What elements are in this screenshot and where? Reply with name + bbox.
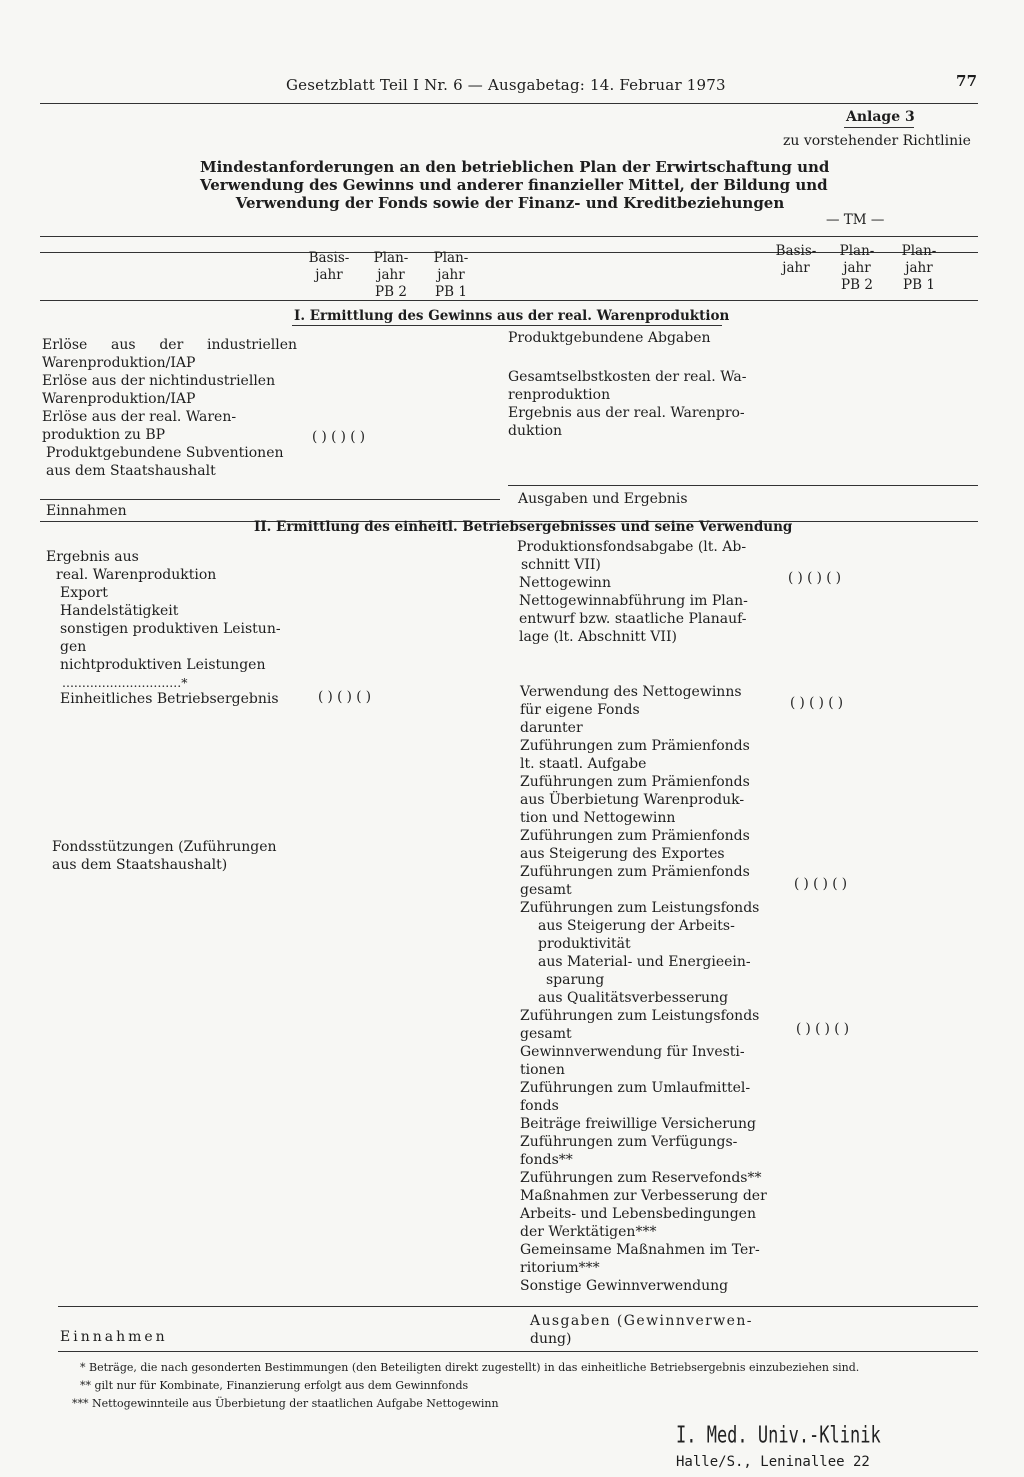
section1-heading: I. Ermittlung des Gewinns aus der real. Warenproduktion xyxy=(294,308,730,324)
list-item: Gewinnverwendung für Investi- xyxy=(520,1044,745,1060)
list-item: Zuführungen zum Leistungsfonds xyxy=(520,900,760,916)
list-item: Ergebnis aus xyxy=(46,549,139,565)
list-item: Handelstätigkeit xyxy=(60,603,179,619)
list-item: gesamt xyxy=(520,882,572,898)
list-item: tion und Nettogewinn xyxy=(520,810,676,826)
values-placeholder: ( ) ( ) ( ) xyxy=(796,1021,850,1037)
right-total-rule xyxy=(508,485,978,486)
list-item: Zuführungen zum Reservefonds** xyxy=(520,1170,762,1186)
list-item: fonds xyxy=(520,1098,559,1114)
list-item: Gesamtselbstkosten der real. Wa- xyxy=(508,369,747,385)
left-total-rule xyxy=(40,499,500,500)
list-item: Zuführungen zum Prämienfonds xyxy=(520,738,750,754)
list-item: real. Warenproduktion xyxy=(56,567,217,583)
title-line-1: Mindestanforderungen an den betrieblichen Plan der Erwirtschaftung und xyxy=(200,158,830,176)
list-item: sparung xyxy=(546,972,605,988)
values-placeholder: ( ) ( ) ( ) xyxy=(794,876,848,892)
list-item: aus Steigerung der Arbeits- xyxy=(538,918,735,934)
list-item: fonds** xyxy=(520,1152,573,1168)
header-rule xyxy=(40,103,978,104)
col-label: Plan- xyxy=(433,250,469,266)
col-label: PB 1 xyxy=(903,277,935,293)
section2-total-rule xyxy=(58,1306,978,1307)
fonds-line-2: aus dem Staatshaushalt) xyxy=(52,857,228,873)
library-stamp-line-1: I. Med. Univ.-Klinik xyxy=(676,1422,881,1449)
section2-bottom-rule xyxy=(58,1351,978,1352)
footnote-3: *** Nettogewinnteile aus Überbietung der staatlichen Aufgabe Nettogewinn xyxy=(72,1397,499,1410)
right-total-line-1: Ausgaben (Gewinnverwen- xyxy=(530,1313,753,1329)
list-item: lt. staatl. Aufgabe xyxy=(520,756,647,772)
list-item: Verwendung des Nettogewinns xyxy=(520,684,742,700)
values-placeholder: ( ) ( ) ( ) xyxy=(318,689,372,705)
list-item: Warenproduktion/IAP xyxy=(42,355,196,371)
section1-right-list xyxy=(508,368,746,440)
running-title: Gesetzblatt Teil I Nr. 6 — Ausgabetag: 14. Februar 1973 xyxy=(286,76,726,94)
list-item: Zuführungen zum Leistungsfonds xyxy=(520,1008,760,1024)
list-item: Export xyxy=(60,585,108,601)
col-basisjahr-right xyxy=(770,243,822,277)
col-label: Plan- xyxy=(839,243,875,259)
title-line-2: Verwendung des Gewinns und anderer finanzieller Mittel, der Bildung und xyxy=(200,176,828,194)
list-item: Zuführungen zum Prämienfonds xyxy=(520,864,750,880)
list-item: Erlöse aus der nichtindustriellen xyxy=(42,373,276,389)
list-item: ritorium*** xyxy=(520,1260,600,1276)
einheitliches-betriebsergebnis: Einheitliches Betriebsergebnis xyxy=(60,691,279,707)
section2-right-list-b xyxy=(520,683,767,1295)
list-item: Beiträge freiwillige Versicherung xyxy=(520,1116,756,1132)
col-label: jahr xyxy=(905,260,933,276)
list-item: Nettogewinnabführung im Plan- xyxy=(519,593,748,609)
col-pb2-right xyxy=(834,243,880,294)
list-item: Zuführungen zum Prämienfonds xyxy=(520,828,750,844)
col-label: Plan- xyxy=(373,250,409,266)
list-item: Warenproduktion/IAP xyxy=(42,391,196,407)
fonds-line-1: Fondsstützungen (Zuführungen xyxy=(52,839,277,855)
col-label: PB 1 xyxy=(435,284,467,300)
col-pb1-right xyxy=(896,243,942,294)
section1-right-item: Produktgebundene Abgaben xyxy=(508,330,711,346)
dotted-leader: ..............................* xyxy=(62,675,188,690)
list-item: sonstigen produktiven Leistun- xyxy=(60,621,281,637)
footnotes xyxy=(72,1359,860,1413)
list-item: entwurf bzw. staatliche Planauf- xyxy=(519,611,747,627)
list-item: duktion xyxy=(508,423,563,439)
header-bottom-rule xyxy=(40,300,978,301)
list-item: aus Steigerung des Exportes xyxy=(520,846,725,862)
section2-right-total xyxy=(530,1312,753,1348)
list-item: darunter xyxy=(520,720,583,736)
document-title xyxy=(200,158,830,212)
list-item: renproduktion xyxy=(508,387,611,403)
title-line-3: Verwendung der Fonds sowie der Finanz- und Kreditbeziehungen xyxy=(235,194,785,212)
list-item: nichtproduktiven Leistungen xyxy=(60,657,266,673)
section1-left-total: Einnahmen xyxy=(46,503,127,519)
list-item: schnitt VII) xyxy=(521,557,601,573)
list-item: aus Material- und Energieein- xyxy=(538,954,751,970)
col-label: jahr xyxy=(377,267,405,283)
section2-heading: II. Ermittlung des einheitl. Betriebsergebnisses und seine Verwendung xyxy=(254,519,793,535)
unit-label: — TM — xyxy=(826,212,885,228)
section2-left-list xyxy=(46,548,281,674)
list-item: produktivität xyxy=(538,936,631,952)
list-item: aus Qualitätsverbesserung xyxy=(538,990,729,1006)
list-item: Arbeits- und Lebensbedingungen xyxy=(520,1206,756,1222)
list-item: Zuführungen zum Verfügungs- xyxy=(520,1134,738,1150)
list-item: gesamt xyxy=(520,1026,572,1042)
col-label: PB 2 xyxy=(375,284,407,300)
list-item: Zuführungen zum Prämienfonds xyxy=(520,774,750,790)
values-placeholder: ( ) ( ) ( ) xyxy=(790,695,844,711)
col-pb2-left xyxy=(368,250,414,301)
list-item: für eigene Fonds xyxy=(520,702,640,718)
section1-right-total: Ausgaben und Ergebnis xyxy=(518,491,688,507)
list-item: Produktgebundene Subventionen xyxy=(46,445,284,461)
list-item: lage (lt. Abschnitt VII) xyxy=(519,629,677,645)
annex-label: Anlage 3 xyxy=(846,109,915,125)
col-label: Basis- xyxy=(775,243,817,259)
col-pb1-left xyxy=(428,250,474,301)
list-item: Maßnahmen zur Verbesserung der xyxy=(520,1188,767,1204)
values-placeholder: ( ) ( ) ( ) xyxy=(788,570,842,586)
col-label: PB 2 xyxy=(841,277,873,293)
list-item: Sonstige Gewinnverwendung xyxy=(520,1278,729,1294)
library-stamp-line-2: Halle/S., Leninallee 22 xyxy=(676,1454,870,1470)
col-label: jahr xyxy=(843,260,871,276)
list-item: aus Überbietung Warenproduk- xyxy=(520,792,745,808)
page-number: 77 xyxy=(956,72,978,90)
footnote-2: ** gilt nur für Kombinate, Finanzierung erfolgt aus dem Gewinnfonds xyxy=(80,1379,469,1392)
col-label: Plan- xyxy=(901,243,937,259)
list-item: produktion zu BP xyxy=(42,427,166,443)
col-label: jahr xyxy=(782,260,810,276)
list-item: Ergebnis aus der real. Warenpro- xyxy=(508,405,745,421)
list-item: Erlöse aus der real. Waren- xyxy=(42,409,237,425)
col-label: jahr xyxy=(315,267,343,283)
annex-underline xyxy=(844,127,914,128)
values-placeholder: ( ) ( ) ( ) xyxy=(312,429,366,445)
list-item: der Werktätigen*** xyxy=(520,1224,657,1240)
section2-left-total: Einnahmen xyxy=(60,1329,168,1345)
section2-right-list-a xyxy=(517,538,748,646)
col-basisjahr-left xyxy=(303,250,355,284)
list-item: aus dem Staatshaushalt xyxy=(46,463,216,479)
list-item: Zuführungen zum Umlaufmittel- xyxy=(520,1080,751,1096)
footnote-1: * Beträge, die nach gesonderten Bestimmungen (den Beteiligten direkt zugestellt) in das einheitliche Betriebsergebnis einzubeziehen sind. xyxy=(80,1361,860,1374)
list-item: Erlöse aus der industriellen xyxy=(42,337,297,353)
annex-subtitle: zu vorstehender Richtlinie xyxy=(783,133,971,149)
section1-left-list xyxy=(42,336,297,480)
list-item: tionen xyxy=(520,1062,565,1078)
col-label: jahr xyxy=(437,267,465,283)
right-total-line-2: dung) xyxy=(530,1331,572,1347)
col-label: Basis- xyxy=(308,250,350,266)
list-item: Gemeinsame Maßnahmen im Ter- xyxy=(520,1242,760,1258)
section1-heading-rule xyxy=(292,325,722,326)
list-item: gen xyxy=(60,639,87,655)
list-item: Nettogewinn xyxy=(519,575,611,591)
table-top-rule xyxy=(40,236,978,237)
list-item: Produktionsfondsabgabe (lt. Ab- xyxy=(517,539,747,555)
fondsstuetzungen xyxy=(52,838,277,874)
